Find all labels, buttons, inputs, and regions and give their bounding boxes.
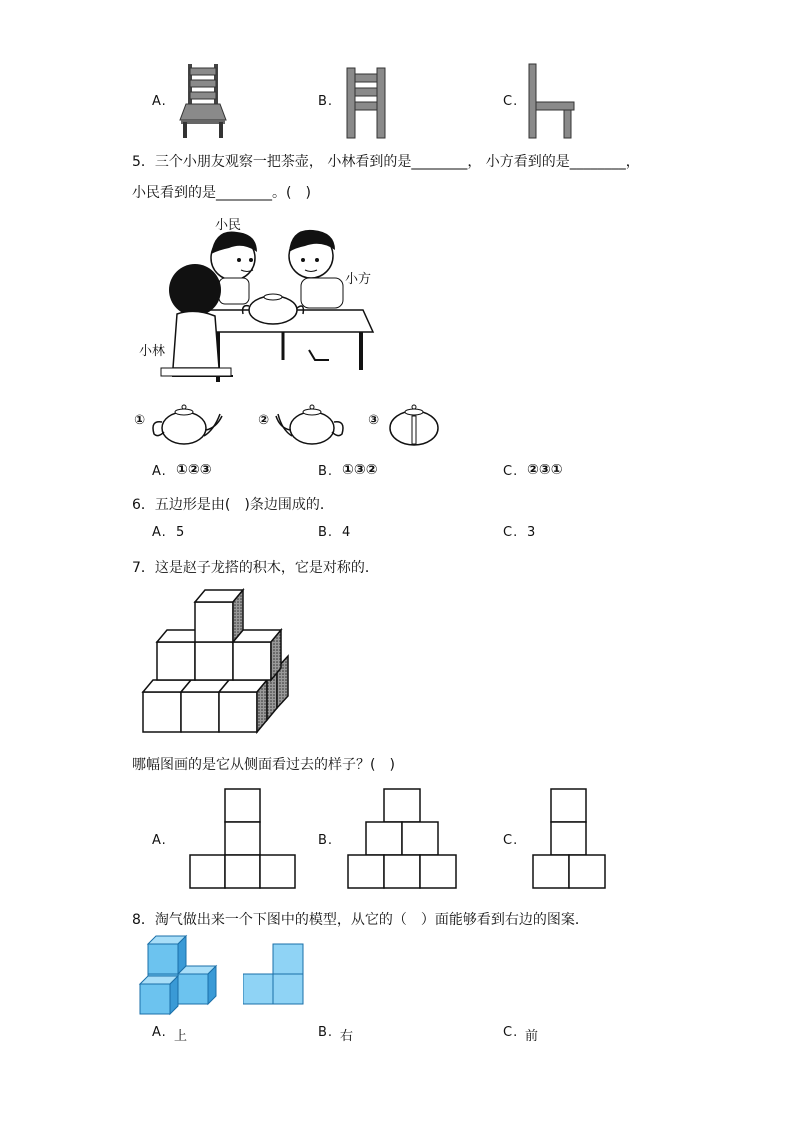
option-letter: B. bbox=[318, 833, 334, 848]
q7-question: 哪幅图画的是它从侧面看过去的样子？( ) bbox=[132, 757, 395, 773]
option-letter: B. bbox=[318, 464, 334, 479]
chair-back-icon bbox=[344, 66, 388, 140]
option-value: ②③① bbox=[527, 462, 563, 478]
option-letter: A. bbox=[152, 833, 167, 848]
side-view-c-figure bbox=[531, 788, 607, 890]
teapot-number: ② bbox=[258, 413, 270, 428]
side-view-b-figure bbox=[347, 788, 457, 890]
option-value: 右 bbox=[340, 1029, 355, 1044]
blue-cube-model-figure bbox=[136, 932, 226, 1018]
q5-stem-line1: 5．三个小朋友观察一把茶壶， 小林看到的是________， 小方看到的是________， bbox=[132, 154, 640, 170]
side-view-a-figure bbox=[188, 788, 296, 890]
option-value: 5 bbox=[176, 525, 186, 540]
option-letter: B. bbox=[318, 525, 334, 540]
teapot-side-icon bbox=[272, 400, 352, 448]
block-structure-figure bbox=[138, 586, 308, 736]
teapot-side-icon bbox=[148, 400, 228, 448]
label-xiaofang: 小方 bbox=[345, 272, 372, 287]
option-value: 4 bbox=[342, 525, 352, 540]
option-letter: C. bbox=[503, 94, 519, 109]
chair-side-icon bbox=[526, 62, 578, 140]
q8-stem: 8．淘气做出来一个下图中的模型，从它的（ ）面能够看到右边的图案． bbox=[132, 912, 589, 928]
option-letter: A. bbox=[152, 1025, 167, 1040]
option-letter: C. bbox=[503, 833, 519, 848]
option-letter: C. bbox=[503, 1025, 519, 1040]
teapot-front-icon bbox=[382, 400, 448, 448]
option-letter: C. bbox=[503, 525, 519, 540]
option-value: 前 bbox=[525, 1029, 540, 1044]
teapot-number: ③ bbox=[368, 413, 380, 428]
option-letter: C. bbox=[503, 464, 519, 479]
target-pattern-figure bbox=[243, 942, 307, 1006]
option-letter: A. bbox=[152, 94, 167, 109]
q6-stem: 6．五边形是由( )条边围成的． bbox=[132, 497, 334, 513]
option-letter: B. bbox=[318, 1025, 334, 1040]
scene-illustration bbox=[133, 210, 393, 386]
option-value: ①②③ bbox=[176, 462, 212, 478]
teapot-number: ① bbox=[134, 413, 146, 428]
option-value: 上 bbox=[174, 1029, 189, 1044]
option-value: 3 bbox=[527, 525, 537, 540]
q5-stem-line2: 小民看到的是________。( ) bbox=[132, 185, 311, 201]
q7-stem: 7．这是赵子龙搭的积木，它是对称的． bbox=[132, 560, 379, 576]
option-letter: A. bbox=[152, 464, 167, 479]
chair-front-icon bbox=[178, 62, 228, 140]
children-teapot-scene bbox=[133, 210, 393, 386]
label-xiaomin: 小民 bbox=[215, 218, 242, 233]
label-xiaolin: 小林 bbox=[139, 344, 166, 359]
option-letter: A. bbox=[152, 525, 167, 540]
option-letter: B. bbox=[318, 94, 334, 109]
option-value: ①③② bbox=[342, 462, 378, 478]
